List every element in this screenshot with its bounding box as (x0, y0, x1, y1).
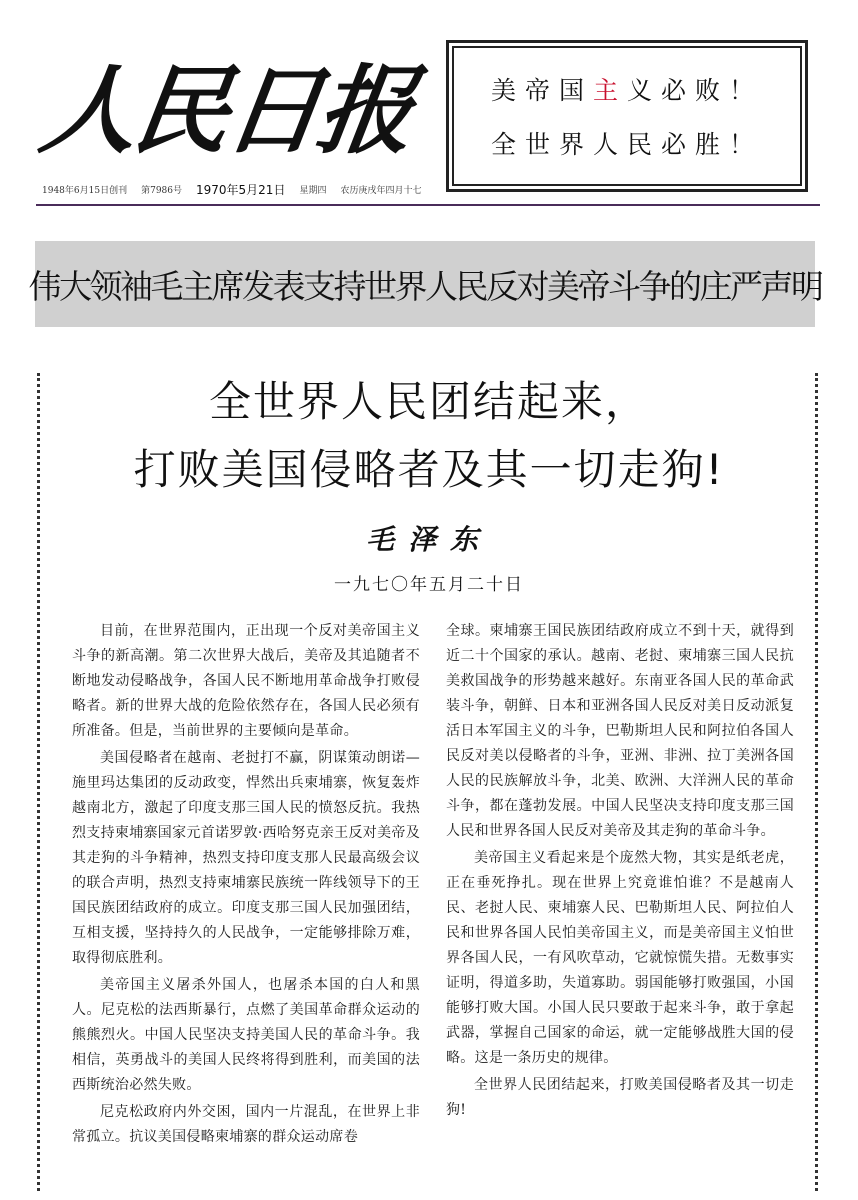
headline-banner (28, 241, 822, 327)
meta-date: 1970年5月21日 (196, 182, 286, 197)
slogan-line-2: 全世界人民必胜！ (490, 130, 763, 159)
paragraph: 尼克松政府内外交困，国内一片混乱，在世界上非常孤立。抗议美国侵略柬埔寨的群众运动席卷 (72, 1104, 420, 1145)
paragraph: 美帝国主义屠杀外国人，也屠杀本国的白人和黑人。尼克松的法西斯暴行，点燃了美国革命群众运动的熊熊烈火。中国人民坚决支持美国人民的革命斗争。我相信，英勇战斗的美国人民终将得到胜利，而美国的法西斯统治必然失败。 (72, 977, 420, 1093)
meta-weekday: 星期四 (299, 185, 327, 196)
slogan-line-1-part-a: 美帝国 (490, 76, 593, 105)
paragraph: 全世界人民团结起来，打败美国侵略者及其一切走狗! (446, 1077, 794, 1118)
signature: 毛泽东 (365, 523, 492, 556)
statement-body (72, 619, 794, 1179)
right-column (446, 619, 794, 1179)
statement-headline (40, 372, 818, 500)
masthead (34, 38, 422, 188)
headline-line-2: 打败美国侵略者及其一切走狗! (133, 445, 725, 494)
meta-lunar: 农历庚戌年四月十七 (340, 185, 422, 196)
left-column (72, 619, 420, 1179)
slogan-line-1-red: 主 (592, 76, 627, 105)
paragraph: 美帝国主义看起来是个庞然大物，其实是纸老虎，正在垂死挣扎。现在世界上究竟谁怕谁？不是越南人民、老挝人民、柬埔寨人民、巴勒斯坦人民、阿拉伯人民和世界各国人民怕美帝国主义，而是美帝国主义怕世界各国人民，一有风吹草动，它就惊慌失措。无数事实证明，得道多助，失道寡助。弱国能够打败强国，小国能够打败大国。小国人民只要敢于起来斗争，敢于拿起武器，掌握自己国家的命运，就一定能够战胜大国的侵略。这是一条历史的规律。 (446, 850, 794, 1066)
masthead-rule (36, 204, 820, 206)
meta-founded: 1948年6月15日创刊 (42, 185, 128, 196)
masthead-title: 人民日报 (34, 54, 419, 167)
paragraph-continued: 全球。柬埔寨王国民族团结政府成立不到十天，就得到近二十个国家的承认。越南、老挝、柬埔寨三国人民抗美救国战争的形势越来越好。东南亚各国人民的革命武装斗争，朝鲜、日本和亚洲各国人民反对美日反动派复活日本军国主义的斗争，巴勒斯坦人民和阿拉伯各国人民反对美以侵略者的斗争，亚洲、非洲、拉丁美洲各国人民的民族解放斗争，北美、欧洲、大洋洲人民的革命斗争，都在蓬勃发展。中国人民坚决支持印度支那三国人民和世界各国人民反对美帝及其走狗的革命斗争。 (446, 623, 794, 839)
statement-date: 一九七〇年五月二十日 (334, 575, 524, 595)
masthead-meta (42, 181, 802, 197)
slogan-line-1-part-b: 义必败！ (627, 76, 764, 105)
paragraph: 美国侵略者在越南、老挝打不赢，阴谋策动朗诺—施里玛达集团的反动政变，悍然出兵柬埔寨，恢复轰炸越南北方，激起了印度支那三国人民的愤怒反抗。我热烈支持柬埔寨国家元首诺罗敦·西哈努克亲王反对美帝及其走狗的斗争精神，热烈支持印度支那人民最高级会议的联合声明，热烈支持柬埔寨民族统一阵线领导下的王国民族团结政府的成立。印度支那三国人民加强团结，互相支援，坚持持久的人民战争，一定能够排除万难，取得彻底胜利。 (72, 750, 420, 966)
slogan-box (446, 40, 808, 192)
headline-line-1: 全世界人民团结起来， (208, 377, 649, 426)
paragraph: 目前，在世界范围内，正出现一个反对美帝国主义斗争的新高潮。第二次世界大战后，美帝及其追随者不断地发动侵略战争，各国人民不断地用革命战争打败侵略者。新的世界大战的危险依然存在，各国人民必须有所准备。但是，当前世界的主要倾向是革命。 (72, 623, 420, 739)
meta-issue: 第7986号 (141, 185, 182, 196)
banner-text: 伟大领袖毛主席发表支持世界人民反对美帝斗争的庄严声明 (28, 266, 822, 306)
slogan-line-1 (491, 71, 763, 107)
